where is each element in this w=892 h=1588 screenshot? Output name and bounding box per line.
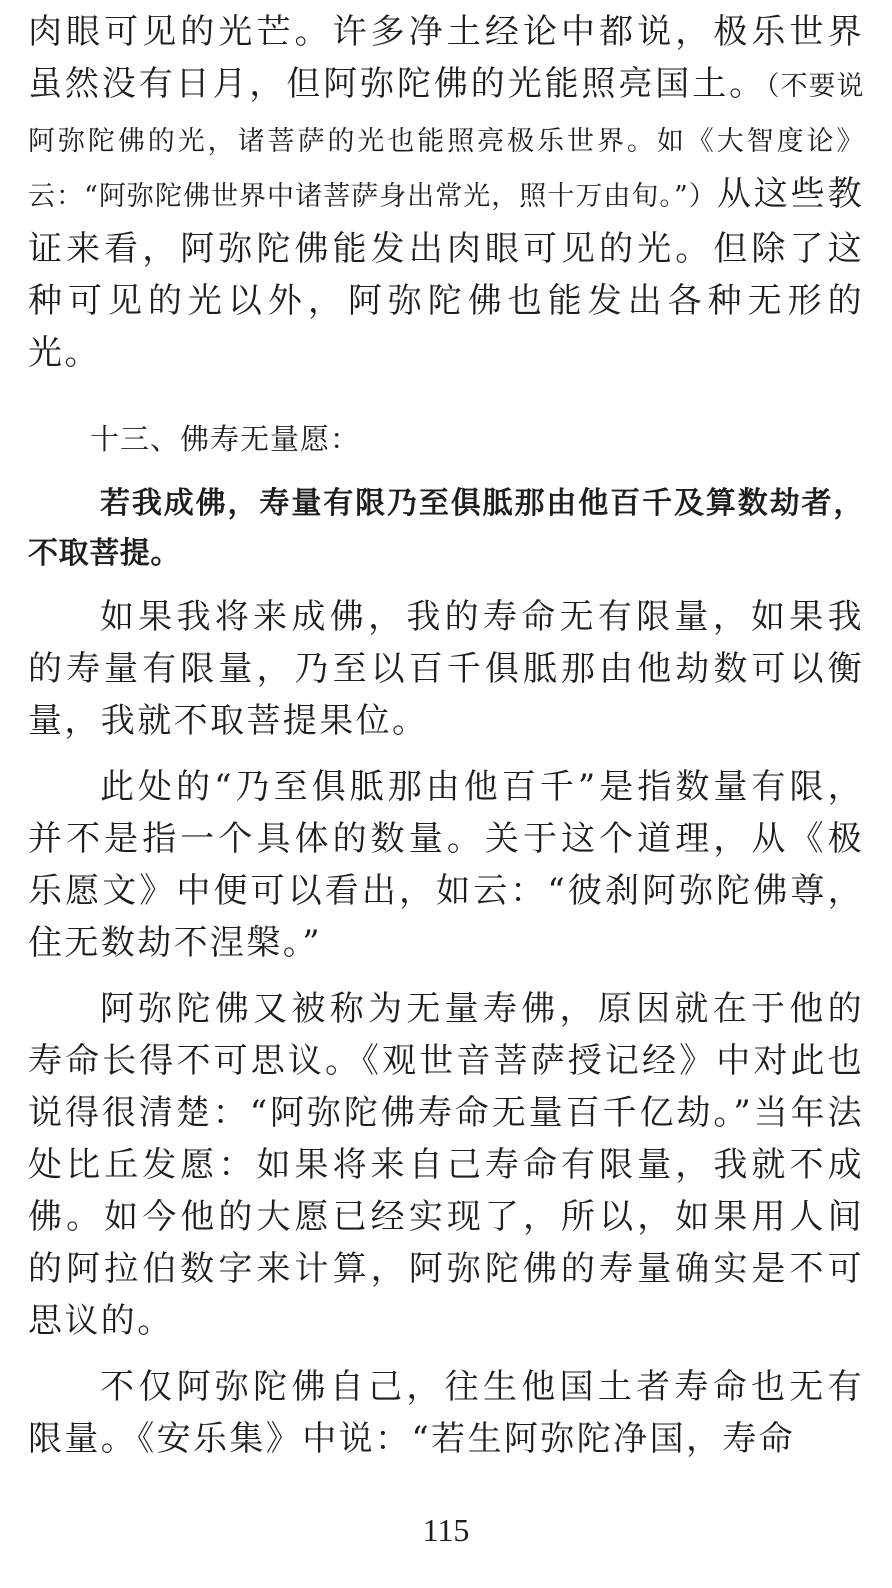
paragraph-text: 从这些教证来看，阿弥陀佛能发出肉眼可见的光。但除了这种可见的光以外，阿弥陀佛也能发出各种无形的光。 bbox=[28, 174, 864, 373]
paragraph-light-of-amitabha bbox=[28, 6, 864, 379]
section-heading: 十三、佛寿无量愿： bbox=[90, 422, 361, 456]
paragraph-text: 肉眼可见的光芒。许多净土经论中都说，极乐世界虽然没有日月，但阿弥陀佛的光能照亮国土。 bbox=[28, 12, 864, 104]
paragraph-finite-number: 此处的“乃至俱胝那由他百千”是指数量有限，并不是指一个具体的数量。关于这个道理，从《极乐愿文》中便可以看出，如云：“彼刹阿弥陀佛尊，住无数劫不涅槃。” bbox=[28, 767, 864, 963]
parenthetical-note: （不要说阿弥陀佛的光，诸菩萨的光也能照亮极乐世界。如《大智度论》云：“阿弥陀佛世界中诸菩萨身出常光，照十万由旬。”） bbox=[28, 71, 864, 212]
page-number: 115 bbox=[422, 1512, 470, 1548]
paragraph-reborn-lifespan: 不仅阿弥陀佛自己，往生他国土者寿命也无有限量。《安乐集》中说：“若生阿弥陀净国，寿命 bbox=[28, 1367, 864, 1459]
vow-quotation: 若我成佛，寿量有限乃至俱胝那由他百千及算数劫者，不取菩提。 bbox=[28, 486, 864, 571]
book-page bbox=[28, 6, 864, 1465]
paragraph-amitayus: 阿弥陀佛又被称为无量寿佛，原因就在于他的寿命长得不可思议。《观世音菩萨授记经》中对此也说得很清楚：“阿弥陀佛寿命无量百千亿劫。”当年法处比丘发愿：如果将来自己寿命有限量，我就不成佛。如今他的大愿已经实现了，所以，如果用人间的阿拉伯数字来计算，阿弥陀佛的寿量确实是不可思议的。 bbox=[28, 989, 864, 1341]
paragraph-vow-explanation: 如果我将来成佛，我的寿命无有限量，如果我的寿量有限量，乃至以百千俱胝那由他劫数可以衡量，我就不取菩提果位。 bbox=[28, 597, 864, 741]
